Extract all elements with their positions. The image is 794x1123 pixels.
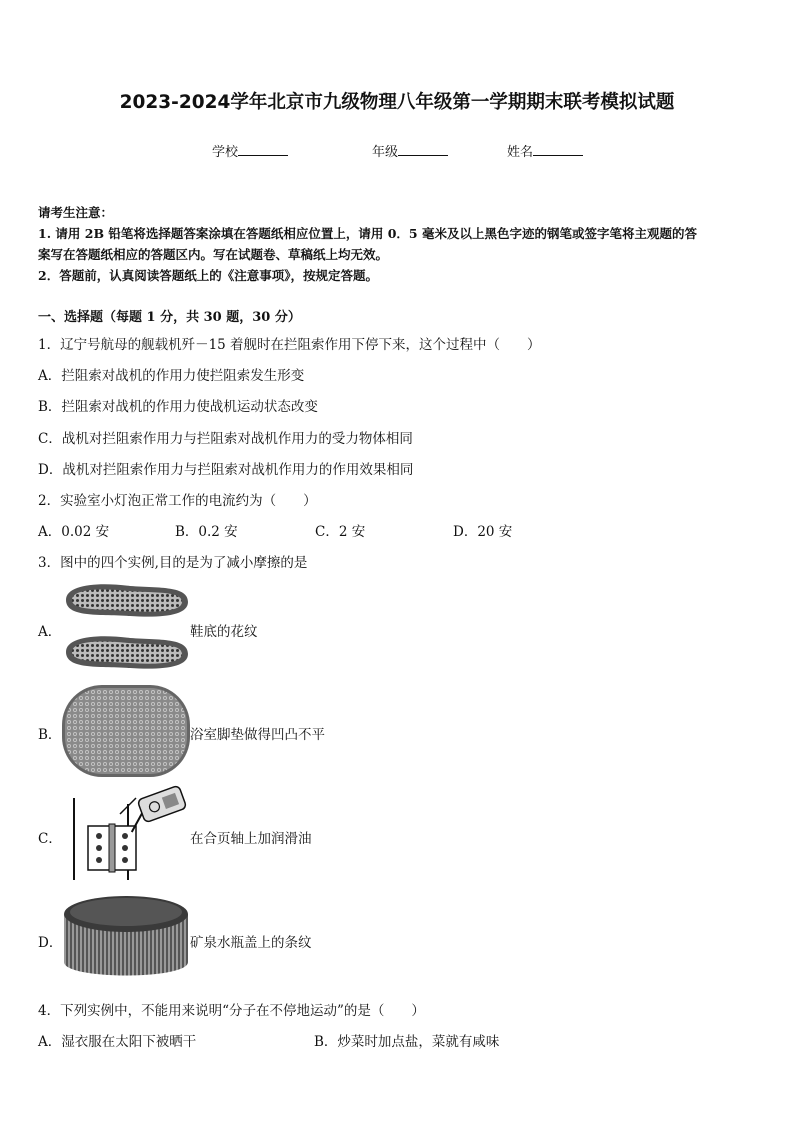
notice-heading: 请考生注意： [38, 205, 114, 220]
page-title: 2023-2024学年北京市九级物理八年级第一学期期末联考模拟试题 [119, 92, 675, 113]
question-4-stem: 4．下列实例中，不能用来说明“分子在不停地运动”的是（ ） [38, 1003, 425, 1019]
q4-option-a: A．湿衣服在太阳下被晒干 [38, 1034, 197, 1050]
question-1-stem: 1．辽宁号航母的舰载机歼－15 着舰时在拦阻索作用下停下来，这个过程中（ ） [38, 337, 541, 353]
q3-option-d-letter: D． [38, 935, 63, 951]
name-label: 姓名 [507, 145, 534, 160]
q3-option-a-text: 鞋底的花纹 [190, 624, 258, 640]
q3-option-a-letter: A． [38, 624, 62, 640]
school-field [212, 141, 288, 160]
q3-option-d-text: 矿泉水瓶盖上的条纹 [190, 935, 312, 951]
notice-line-1b: 案写在答题纸相应的答题区内。写在试题卷、草稿纸上均无效。 [38, 247, 389, 262]
q1-option-b: B．拦阻索对战机的作用力使战机运动状态改变 [38, 399, 318, 415]
notice-line-2: 2．答题前，认真阅读答题纸上的《注意事项》，按规定答题。 [38, 268, 378, 283]
q2-option-c: C．2 安 [315, 524, 366, 540]
bath-mat-image [60, 683, 192, 779]
q2-option-d: D．20 安 [453, 524, 513, 540]
section-heading: 一、选择题（每题 1 分，共 30 题，30 分） [38, 310, 301, 325]
school-blank [238, 143, 288, 156]
q1-option-c: C．战机对拦阻索作用力与拦阻索对战机作用力的受力物体相同 [38, 431, 413, 447]
grade-field [372, 141, 448, 160]
notice-line-1a: 1. 请用 2B 铅笔将选择题答案涂填在答题纸相应位置上，请用 0．5 毫米及以上黑色字迹的钢笔或签字笔将主观题的答 [38, 226, 697, 241]
q2-option-a: A．0.02 安 [38, 524, 110, 540]
grade-blank [398, 143, 448, 156]
name-blank [533, 143, 583, 156]
q3-option-c-letter: C． [38, 831, 62, 847]
question-3-stem: 3．图中的四个实例,目的是为了减小摩擦的是 [38, 555, 308, 571]
grade-label: 年级 [372, 145, 399, 160]
q4-option-b: B．炒菜时加点盐，菜就有咸味 [314, 1034, 500, 1050]
bottle-cap-image [60, 888, 192, 984]
q3-option-b-text: 浴室脚垫做得凹凸不平 [190, 727, 325, 743]
name-field [507, 141, 583, 160]
question-2-stem: 2．实验室小灯泡正常工作的电流约为（ ） [38, 493, 317, 509]
q1-option-a: A．拦阻索对战机的作用力使拦阻索发生形变 [38, 368, 305, 384]
hinge-oil-image [62, 784, 190, 884]
q1-option-d: D．战机对拦阻索作用力与拦阻索对战机作用力的作用效果相同 [38, 462, 414, 478]
q3-option-b-letter: B． [38, 727, 62, 743]
q3-option-c-text: 在合页轴上加润滑油 [190, 831, 312, 847]
school-label: 学校 [212, 145, 239, 160]
q2-option-b: B．0.2 安 [175, 524, 238, 540]
shoe-sole-image [60, 578, 192, 674]
